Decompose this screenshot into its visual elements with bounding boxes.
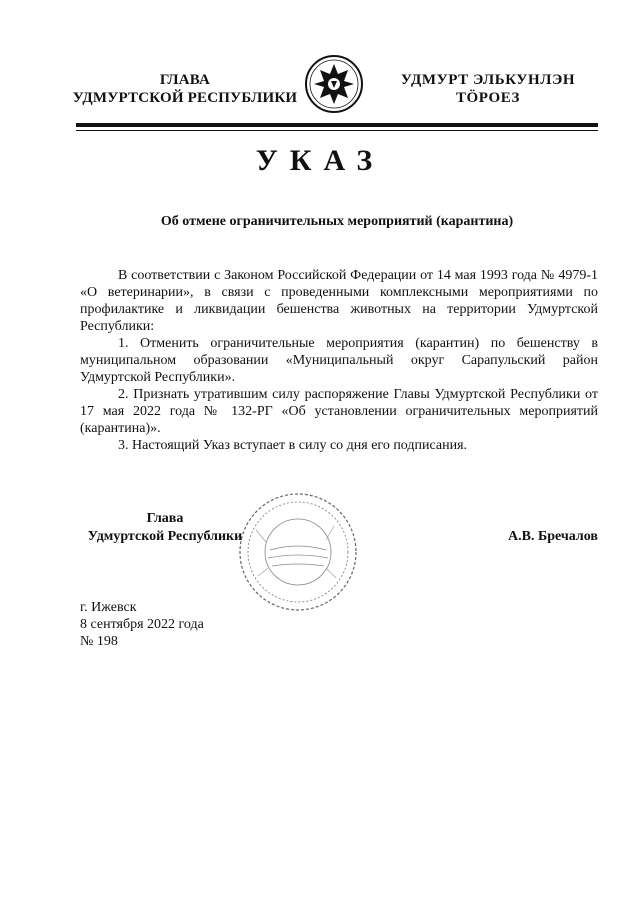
header-left-line1: ГЛАВА: [159, 72, 211, 88]
header-divider-thin: [76, 130, 598, 131]
coat-of-arms-icon: [304, 54, 364, 114]
document-footer: [80, 599, 204, 650]
body-paragraph: 3. Настоящий Указ вступает в силу со дня его подписания.: [118, 438, 468, 453]
signer-title: [80, 510, 250, 546]
signer-title-line2: Удмуртской Республики: [87, 529, 243, 544]
header-right-line1: УДМУРТ ЭЛЬКУНЛЭН: [400, 72, 576, 88]
signer-title-line1: Глава: [146, 511, 184, 526]
document-subject: Об отмене ограничительных мероприятий (карантина): [160, 214, 514, 229]
body-paragraph: 2. Признать утратившим силу распоряжение Главы Удмуртской Республики от 17 мая 2022 года № 132-РГ «Об установлении ограничительных мероприятий (карантина)».: [80, 387, 598, 436]
header-divider-thick: [76, 123, 598, 127]
body-paragraph: 1. Отменить ограничительные мероприятия (карантин) по бешенству в муниципальном образовании «Муниципальный округ Сарапульский район Удмуртской Республики».: [80, 336, 598, 385]
document-type-title: УКАЗ: [255, 144, 385, 177]
header-right-line2: ТӦРОЕЗ: [455, 90, 521, 106]
document-body: [80, 267, 598, 454]
body-paragraph: В соответствии с Законом Российской Федерации от 14 мая 1993 года № 4979-1 «О ветеринарии», в связи с проведенными комплексными мероприятиями по профилактике и ликвидации бешенства животных на территории Удмуртской Республики:: [80, 268, 598, 334]
header-right: [378, 71, 598, 107]
footer-date: 8 сентября 2022 года: [80, 617, 204, 632]
official-stamp-icon: [236, 490, 360, 614]
header-left-line2: УДМУРТСКОЙ РЕСПУБЛИКИ: [72, 90, 298, 106]
footer-place: г. Ижевск: [80, 600, 137, 615]
footer-number: № 198: [80, 634, 118, 649]
header-left: [70, 71, 300, 107]
signer-name: А.В. Бречалов: [508, 529, 598, 544]
